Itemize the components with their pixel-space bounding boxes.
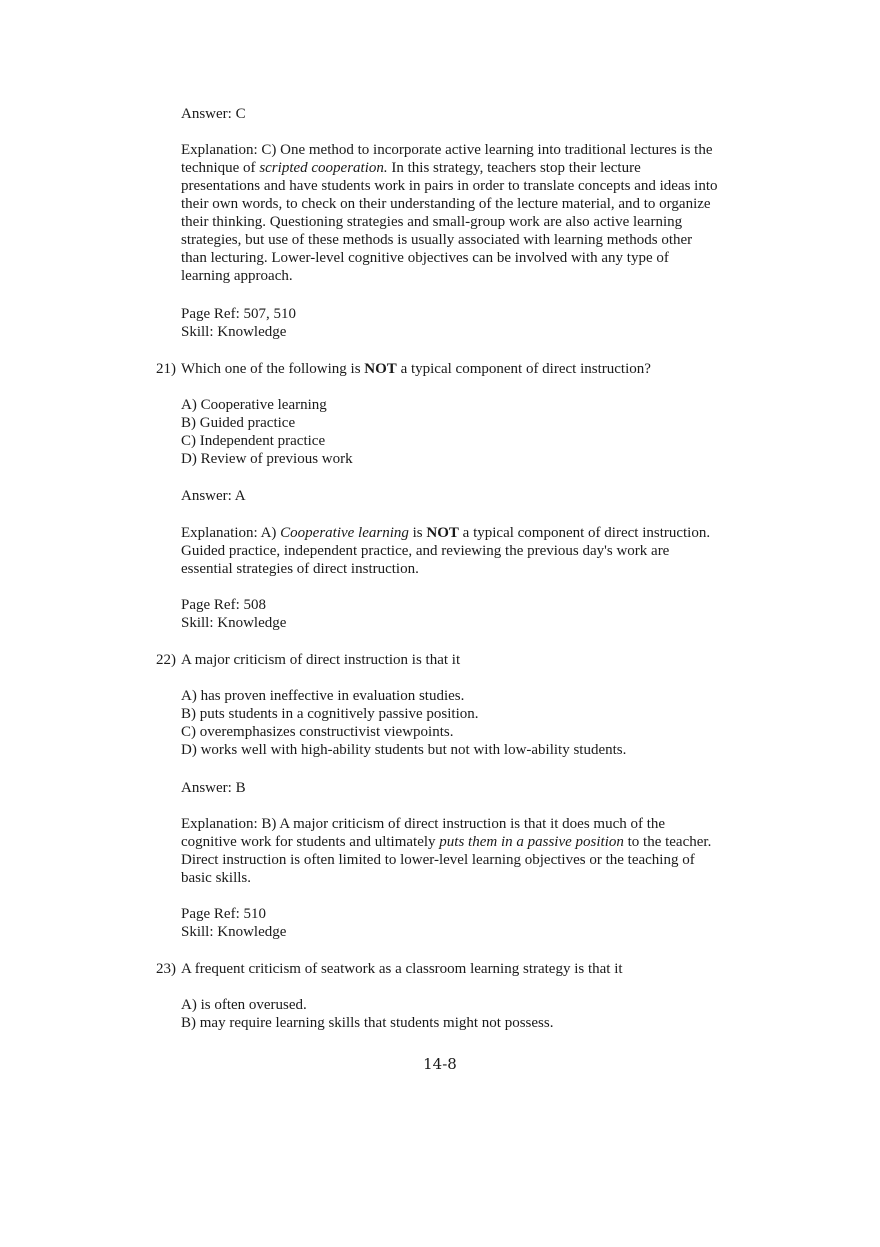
option-b: B) puts students in a cognitively passive position. [181, 706, 479, 722]
skill: Skill: Knowledge [181, 924, 287, 940]
q23-options [181, 996, 761, 1032]
page-ref: Page Ref: 508 [181, 597, 266, 613]
question-text: A frequent criticism of seatwork as a classroom learning strategy is that it [181, 961, 623, 977]
question-number: 23) [156, 961, 176, 977]
q22-explanation: Explanation: B) A major criticism of direct instruction is that it does much of the cognitive work for students and ultimately puts them in a passive position to the teacher. Direct instruction is often limited to lower-level learning objectives or the teaching of basic skills. [181, 816, 712, 886]
option-a: A) has proven ineffective in evaluation studies. [181, 688, 465, 704]
q21-answer: Answer: A [181, 488, 246, 504]
option-a: A) is often overused. [181, 997, 307, 1013]
skill: Skill: Knowledge [181, 615, 287, 631]
option-c: C) overemphasizes constructivist viewpoints. [181, 724, 454, 740]
option-b: B) may require learning skills that students might not possess. [181, 1015, 554, 1031]
question-text: A major criticism of direct instruction is that it [181, 652, 461, 668]
page-ref: Page Ref: 510 [181, 906, 266, 922]
page-number: 14-8 [423, 1055, 457, 1073]
option-c: C) Independent practice [181, 433, 326, 449]
q20-answer: Answer: C [181, 106, 246, 122]
option-d: D) Review of previous work [181, 451, 353, 467]
q20-explanation: Explanation: C) One method to incorporate active learning into traditional lectures is the technique of scripted cooperation. In this strategy, teachers stop their lecture presentations and have students work in pairs in order to translate concepts and ideas into their own words, to check on their understanding of the lecture material, and to organize their thinking. Questioning strategies and small-group work are also active learning strategies, but use of these methods is usually associated with learning methods other than lecturing. Lower-level cognitive objectives can be involved with any type of learning approach. [181, 142, 718, 284]
q20-meta [181, 305, 761, 341]
q22-answer: Answer: B [181, 780, 246, 796]
q21-explanation: Explanation: A) Cooperative learning is NOT a typical component of direct instruction. Guided practice, independent practice, and reviewing the previous day's work are essential strategies of direct instruction. [181, 525, 711, 577]
q21-options [181, 396, 761, 468]
option-d: D) works well with high-ability students but not with low-ability students. [181, 742, 627, 758]
question-number: 22) [156, 652, 176, 668]
option-b: B) Guided practice [181, 415, 296, 431]
option-a: A) Cooperative learning [181, 397, 327, 413]
page-ref: Page Ref: 507, 510 [181, 306, 296, 322]
q22-options [181, 687, 761, 759]
skill: Skill: Knowledge [181, 324, 287, 340]
question-number: 21) [156, 361, 176, 377]
q21-meta [181, 596, 761, 632]
q22-meta [181, 905, 761, 941]
question-text: Which one of the following is NOT a typical component of direct instruction? [181, 361, 651, 377]
